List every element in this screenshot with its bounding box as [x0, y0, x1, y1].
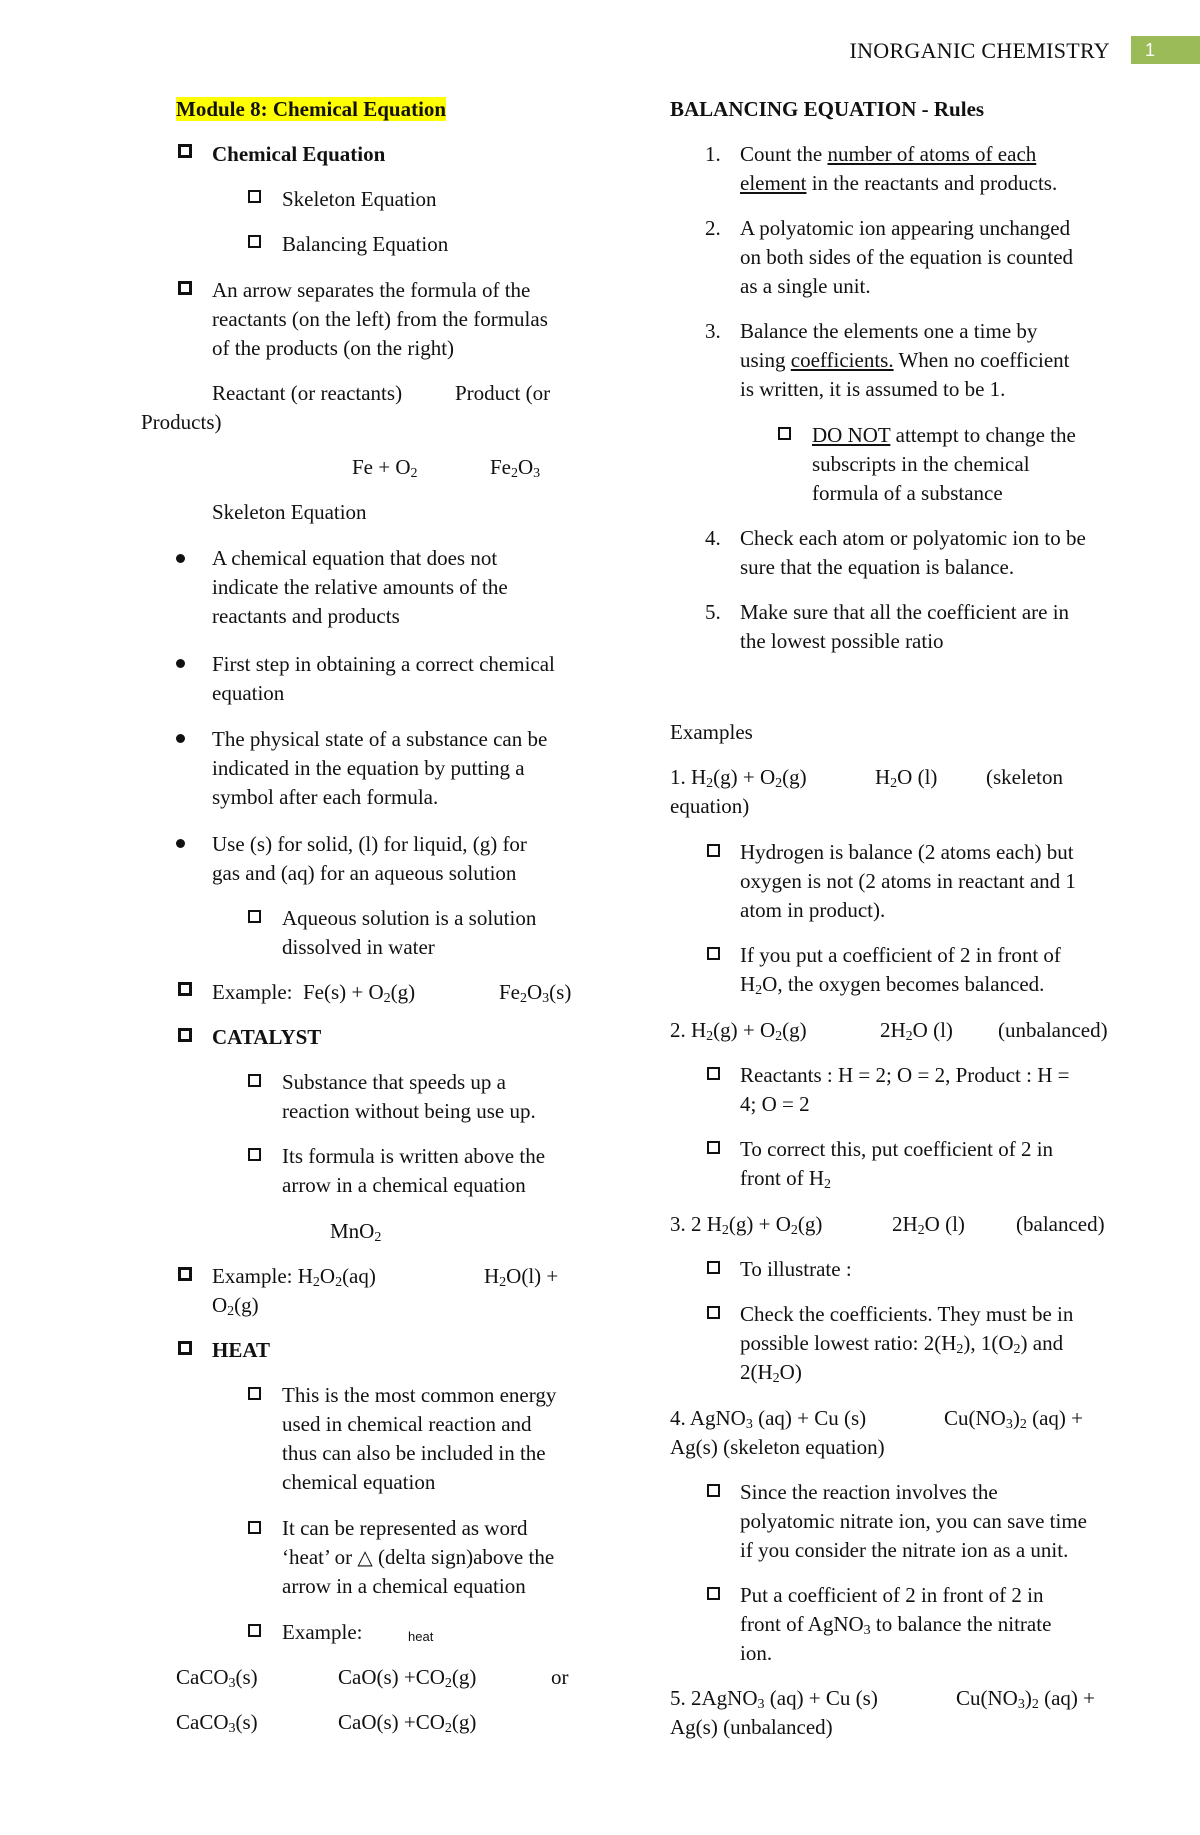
square-bullet-icon: [248, 1148, 261, 1161]
square-bullet-icon: [707, 1067, 720, 1080]
example-states-product: $Fe_2O_3(s)$: [499, 980, 572, 1006]
running-header-title: INORGANIC CHEMISTRY: [849, 38, 1110, 63]
example4-sub2-line1: Put a coefficient of 2 in front of 2 in: [740, 1583, 1044, 1607]
example3-sub2-line3: $2(H_2O)$: [740, 1360, 802, 1386]
heat1-line3: thus can also be included in the: [282, 1441, 546, 1465]
round-bullet-icon: [176, 734, 185, 743]
rule5-line1: Make sure that all the coefficient are in: [740, 600, 1070, 624]
or-text: or: [551, 1665, 569, 1689]
square-bullet-icon: [248, 1387, 261, 1400]
square-bullet-icon: [248, 1624, 261, 1637]
example2-sub1-line1: Reactants : H = 2; O = 2, Product : H =: [740, 1063, 1070, 1087]
square-bullet-icon: [178, 982, 192, 996]
square-bullet-icon: [248, 1521, 261, 1534]
example2-sub2-line1: To correct this, put coefficient of 2 in: [740, 1137, 1054, 1161]
example4-sub2-line2: front of AgNO$_3$ to balance the nitrate: [740, 1612, 1052, 1638]
round-bullet-icon: [176, 554, 185, 563]
rule4-line2: sure that the equation is balance.: [740, 555, 1015, 579]
example3-sub1: To illustrate :: [740, 1257, 852, 1281]
rule4-line1: Check each atom or polyatomic ion to be: [740, 526, 1086, 550]
example4-product: $Cu(NO_3)_2$ (aq) +: [944, 1406, 1083, 1432]
rule3-line1: Balance the elements one a time by: [740, 319, 1038, 343]
skeleton-example-reactants: $Fe + O_2$: [352, 455, 418, 481]
catalyst-example-product: $H_2O(l)$ +: [484, 1264, 559, 1290]
square-bullet-icon: [707, 1141, 720, 1154]
catalyst1-line2: reaction without being use up.: [282, 1099, 536, 1123]
caco3-reactant-2: CaCO$_3$(s): [176, 1710, 258, 1736]
bullet3-line2: indicated in the equation by putting a: [212, 756, 525, 780]
square-bullet-icon: [178, 1028, 192, 1042]
example1-product: $H_2O$ (l): [875, 765, 938, 791]
example1-sub1-line2: oxygen is not (2 atoms in reactant and 1: [740, 869, 1076, 893]
example1-note: (skeleton: [986, 765, 1063, 789]
heat-heading: HEAT: [212, 1338, 270, 1362]
example2-sub2-line2: front of $H_2$: [740, 1166, 831, 1192]
reactant-label: Reactant (or reactants): [212, 381, 403, 405]
balancing-equation-item: Balancing Equation: [282, 232, 449, 256]
square-bullet-icon: [178, 281, 192, 295]
example5-note: Ag(s) (unbalanced): [670, 1715, 833, 1739]
catalyst2-line1: Its formula is written above the: [282, 1144, 546, 1168]
rule3-line2: using coefficients. When no coefficient: [740, 348, 1070, 372]
arrow-text-line1: An arrow separates the formula of the: [212, 278, 531, 302]
rule5-line2: the lowest possible ratio: [740, 629, 944, 653]
rule3-sub-line3: formula of a substance: [812, 481, 1003, 505]
example3-note: (balanced): [1016, 1212, 1105, 1236]
skeleton-equation-item: Skeleton Equation: [282, 187, 437, 211]
arrow-text-line3: of the products (on the right): [212, 336, 455, 360]
square-bullet-icon: [707, 1306, 720, 1319]
module-title: Module 8: Chemical Equation: [176, 97, 447, 121]
example5-product: $Cu(NO_3)_2$ (aq) +: [956, 1686, 1095, 1712]
catalyst-mno2: MnO$_2$: [330, 1219, 382, 1245]
rule2-number: 2.: [705, 216, 721, 240]
skeleton-example-product: $Fe_2O_3$: [490, 455, 541, 481]
example1-reactants: 1. $H_2(g) + O_2(g)$: [670, 765, 807, 791]
heat1-line4: chemical equation: [282, 1470, 436, 1494]
heat-example-label: Example:: [282, 1620, 363, 1644]
rules-heading: BALANCING EQUATION - Rules: [670, 97, 985, 121]
catalyst-example-cont: $O_2(g)$: [212, 1293, 259, 1319]
bullet1-line2: indicate the relative amounts of the: [212, 575, 508, 599]
rule3-sub-line1: DO NOT attempt to change the: [812, 423, 1076, 447]
skeleton-equation-caption: Skeleton Equation: [212, 500, 367, 524]
rule3-sub-line2: subscripts in the chemical: [812, 452, 1030, 476]
example4-sub1-line2: polyatomic nitrate ion, you can save time: [740, 1509, 1087, 1533]
square-bullet-icon: [707, 947, 720, 960]
example2-reactants: 2. $H_2(g) + O_2(g)$: [670, 1018, 807, 1044]
cao-product-2: $CaO(s) +CO_2(g)$: [338, 1710, 477, 1736]
example2-sub1-line2: 4; O = 2: [740, 1092, 810, 1116]
example4-sub1-line3: if you consider the nitrate ion as a unit.: [740, 1538, 1069, 1562]
example2-note: (unbalanced): [998, 1018, 1108, 1042]
rule2-line2: on both sides of the equation is counted: [740, 245, 1074, 269]
heat2-line3: arrow in a chemical equation: [282, 1574, 526, 1598]
delta-icon: △: [357, 1547, 373, 1569]
example3-sub2-line1: Check the coefficients. They must be in: [740, 1302, 1074, 1326]
example3-sub2-line2: possible lowest ratio: $2(H_2)$, $1(O_2)$ and: [740, 1331, 1064, 1357]
rule3-number: 3.: [705, 319, 721, 343]
example4-sub1-line1: Since the reaction involves the: [740, 1480, 998, 1504]
heat1-line2: used in chemical reaction and: [282, 1412, 532, 1436]
heat1-line1: This is the most common energy: [282, 1383, 557, 1407]
example-states-reactants: Example: $Fe(s) + O_2(g)$: [212, 980, 416, 1006]
bullet2-line2: equation: [212, 681, 285, 705]
square-bullet-icon: [707, 844, 720, 857]
square-bullet-icon: [778, 427, 791, 440]
square-bullet-icon: [248, 1074, 261, 1087]
product-label: Product (or: [455, 381, 551, 405]
bullet4-line2: gas and (aq) for an aqueous solution: [212, 861, 517, 885]
chemical-equation-heading: Chemical Equation: [212, 142, 386, 166]
square-bullet-icon: [707, 1587, 720, 1600]
example5-reactants: 5. 2AgNO$_3$ (aq) + Cu (s): [670, 1686, 878, 1712]
examples-label: Examples: [670, 720, 753, 744]
example4-sub2-line3: ion.: [740, 1641, 773, 1665]
catalyst-heading: CATALYST: [212, 1025, 322, 1049]
square-bullet-icon: [178, 144, 192, 158]
bullet3-line3: symbol after each formula.: [212, 785, 439, 809]
rule2-line3: as a single unit.: [740, 274, 871, 298]
square-bullet-icon: [178, 1267, 192, 1281]
example1-sub1-line3: atom in product).: [740, 898, 886, 922]
round-bullet-icon: [176, 659, 185, 668]
aqueous-line1: Aqueous solution is a solution: [282, 906, 537, 930]
rule1-number: 1.: [705, 142, 721, 166]
example3-product: $2H_2O$ (l): [892, 1212, 965, 1238]
square-bullet-icon: [248, 910, 261, 923]
rule1-line2: element in the reactants and products.: [740, 171, 1058, 195]
example1-note-cont: equation): [670, 794, 750, 818]
bullet1-line3: reactants and products: [212, 604, 400, 628]
square-bullet-icon: [178, 1341, 192, 1355]
caco3-reactant-1: CaCO$_3$(s): [176, 1665, 258, 1691]
rule1-line1: Count the number of atoms of each: [740, 142, 1037, 166]
round-bullet-icon: [176, 839, 185, 848]
catalyst-example-reactant: Example: $H_2O_2(aq)$: [212, 1264, 376, 1290]
rule5-number: 5.: [705, 600, 721, 624]
catalyst2-line2: arrow in a chemical equation: [282, 1173, 526, 1197]
example2-product: $2H_2O$ (l): [880, 1018, 953, 1044]
rule3-line3: is written, it is assumed to be 1.: [740, 377, 1006, 401]
square-bullet-icon: [707, 1484, 720, 1497]
heat2-line1: It can be represented as word: [282, 1516, 528, 1540]
example4-reactants: 4. AgNO$_3$ (aq) + Cu (s): [670, 1406, 867, 1432]
page-number-badge: 1: [1131, 36, 1200, 64]
bullet3-line1: The physical state of a substance can be: [212, 727, 548, 751]
products-continued: Products): [141, 410, 222, 434]
square-bullet-icon: [248, 190, 261, 203]
bullet1-line1: A chemical equation that does not: [212, 546, 498, 570]
catalyst1-line1: Substance that speeds up a: [282, 1070, 506, 1094]
example1-sub2-line1: If you put a coefficient of 2 in front of: [740, 943, 1061, 967]
bullet2-line1: First step in obtaining a correct chemical: [212, 652, 555, 676]
heat2-line2: ‘heat’ or △ (delta sign)above the: [282, 1543, 554, 1573]
cao-product-1: $CaO(s) +CO_2(g)$: [338, 1665, 477, 1691]
heat-small-label: heat: [408, 1629, 434, 1644]
bullet4-line1: Use (s) for solid, (l) for liquid, (g) for: [212, 832, 527, 856]
square-bullet-icon: [707, 1261, 720, 1274]
rule4-number: 4.: [705, 526, 721, 550]
example1-sub2-line2: $H_2O$, the oxygen becomes balanced.: [740, 972, 1045, 998]
example3-reactants: 3. 2 $H_2(g) + O_2(g)$: [670, 1212, 823, 1238]
square-bullet-icon: [248, 235, 261, 248]
rule2-line1: A polyatomic ion appearing unchanged: [740, 216, 1071, 240]
aqueous-line2: dissolved in water: [282, 935, 435, 959]
example4-note: Ag(s) (skeleton equation): [670, 1435, 885, 1459]
example1-sub1-line1: Hydrogen is balance (2 atoms each) but: [740, 840, 1074, 864]
arrow-text-line2: reactants (on the left) from the formulas: [212, 307, 548, 331]
